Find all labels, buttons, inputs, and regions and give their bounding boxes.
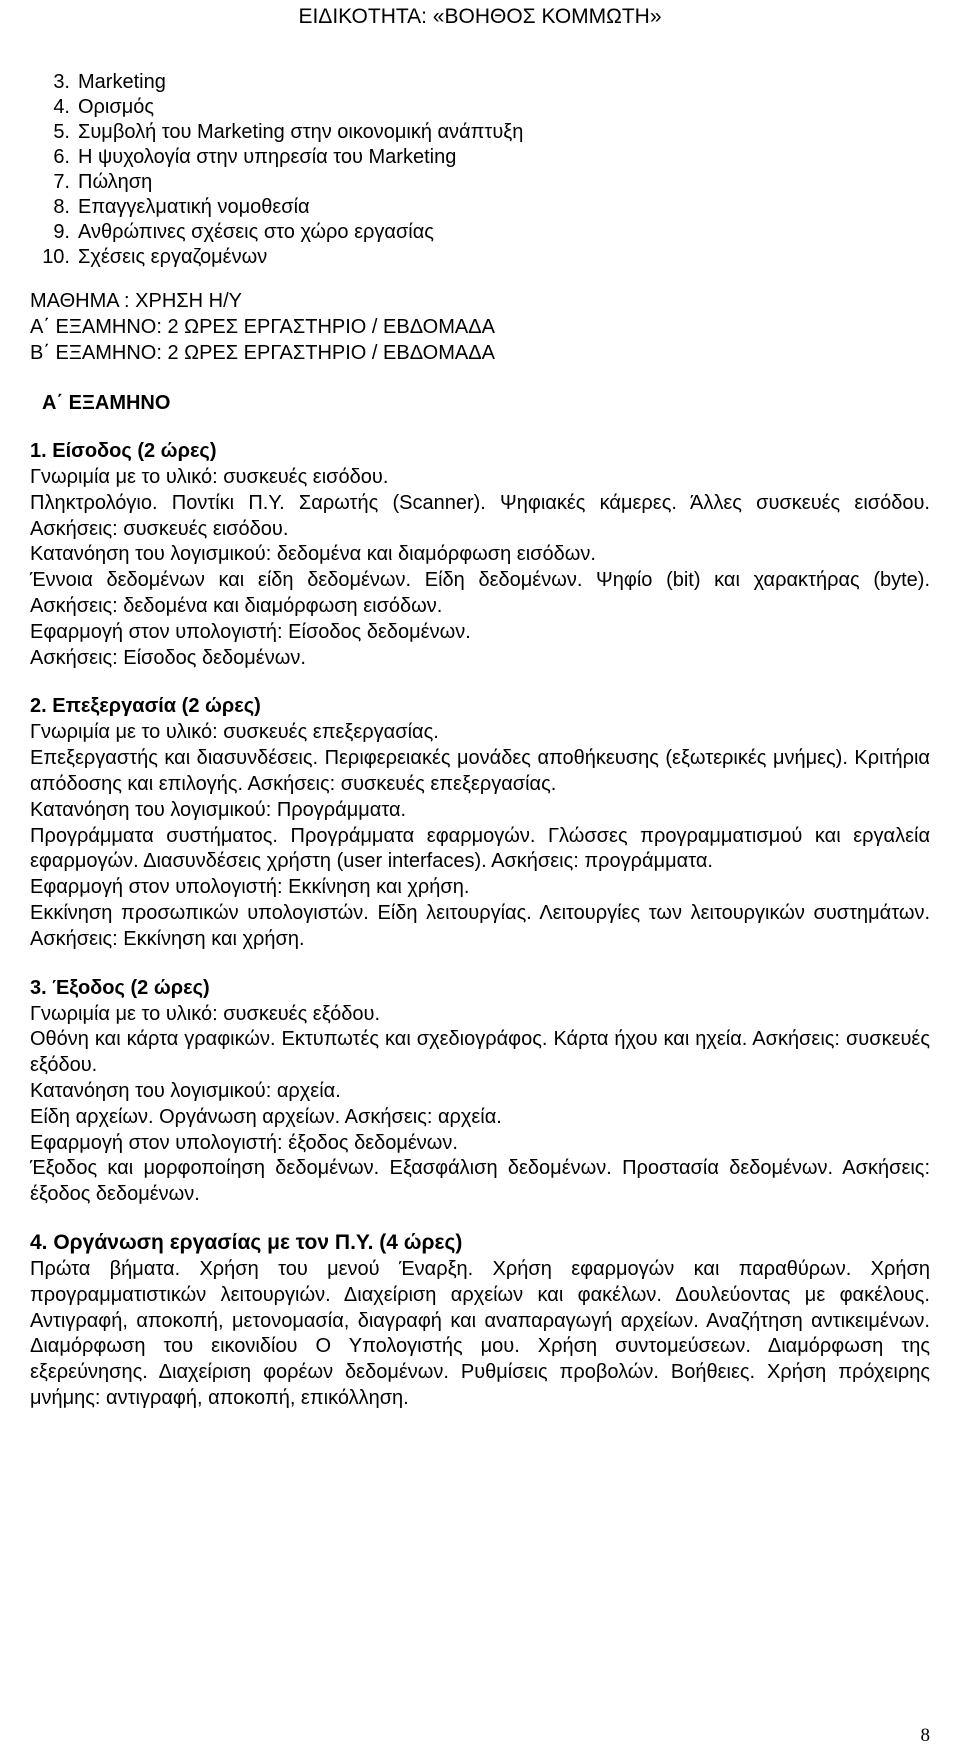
lesson-line: Εφαρμογή στον υπολογιστή: Εκκίνηση και χρήση. <box>30 876 470 899</box>
lesson-line: Γνωριμία με το υλικό: συσκευές εισόδου. <box>30 466 389 488</box>
page-number: 8 <box>920 1725 930 1746</box>
lesson-line: Έξοδος και μορφοποίηση δεδομένων. Εξασφάλιση δεδομένων. Προστασία δεδομένων. Ασκήσεις: έξοδος δεδομένων. <box>30 1157 930 1206</box>
lesson-title: 2. Επεξεργασία (2 ώρες) <box>30 695 261 718</box>
lesson-line: Γνωριμία με το υλικό: συσκευές επεξεργασίας. <box>30 721 439 744</box>
lesson-line: Έννοια δεδομένων και είδη δεδομένων. Είδη δεδομένων. Ψηφίο (bit) και χαρακτήρας (byte). Ασκήσεις: δεδομένα και διαμόρφωση εισόδων. <box>30 569 930 617</box>
lesson-line: Εφαρμογή στον υπολογιστή: έξοδος δεδομένων. <box>30 1131 458 1154</box>
list-item: 9. Ανθρώπινες σχέσεις στο χώρο εργασίας <box>53 221 434 243</box>
semester-b-hours: Β΄ ΕΞΑΜΗΝΟ: 2 ΩΡΕΣ ΕΡΓΑΣΤΗΡΙΟ / ΕΒΔΟΜΑΔΑ <box>30 342 495 364</box>
lesson-line: Εφαρμογή στον υπολογιστή: Είσοδος δεδομένων. <box>30 620 471 643</box>
lesson-title: 4. Οργάνωση εργασίας με τον Π.Υ. (4 ώρες) <box>30 1230 463 1254</box>
lesson-line: Επεξεργαστής και διασυνδέσεις. Περιφερειακές μονάδες αποθήκευσης (εξωτερικές μνήμες). Κριτήρια απόδοσης και επιλογής. Ασκήσεις: συσκευές επεξεργασίας. <box>30 747 930 795</box>
list-item: 7. Πώληση <box>53 171 153 193</box>
lesson-line: Προγράμματα συστήματος. Προγράμματα εφαρμογών. Γλώσσες προγραμματισμού και εργαλεία εφαρμογών. Διασυνδέσεις χρήστη (user interfaces). Ασκήσεις: προγράμματα. <box>30 824 930 873</box>
topic-list <box>30 70 930 270</box>
list-item: 5. Συμβολή του Marketing στην οικονομική ανάπτυξη <box>53 121 524 143</box>
list-item: 3. Marketing <box>53 71 166 93</box>
lesson-line: Οθόνη και κάρτα γραφικών. Εκτυπωτές και σχεδιογράφος. Κάρτα ήχου και ηχεία. Ασκήσεις: συσκευές εξόδου. <box>30 1028 930 1077</box>
lesson-2 <box>30 693 930 952</box>
lesson-line: Ασκήσεις: Είσοδος δεδομένων. <box>30 646 306 669</box>
list-item: 4. Ορισμός <box>53 96 155 118</box>
lesson-line: Πληκτρολόγιο. Ποντίκι Π.Υ. Σαρωτής (Scanner). Ψηφιακές κάμερες. Άλλες συσκευές εισόδου. Ασκήσεις: συσκευές εισόδου. <box>30 491 930 540</box>
lesson-line: Γνωριμία με το υλικό: συσκευές εξόδου. <box>30 1002 380 1025</box>
list-item: 10. Σχέσεις εργαζομένων <box>42 246 268 268</box>
lesson-title: 3. Έξοδος (2 ώρες) <box>30 976 210 999</box>
lesson-3 <box>30 975 930 1208</box>
lesson-line: Πρώτα βήματα. Χρήση του μενού Έναρξη. Χρήση εφαρμογών και παραθύρων. Χρήση προγραμματιστικών λειτουργιών. Διαχείριση αρχείων και φακέλων. Δουλεύοντας με φακέλους. Αντιγραφή, αποκοπή, μετονομασία, διαγραφή και αναπαραγωγή αρχείων. Αναζήτηση αντικειμένων. Διαμόρφωση του εικονιδίου Ο Υπολογιστής μου. Χρήση συντομεύσεων. Διαμόρφωση της εξερεύνησης. Διαχείριση φορέων δεδομένων. Ρυθμίσεις προβολών. Βοήθειες. Χρήση πρόχειρης μνήμης: αντιγραφή, αποκοπή, επικόλληση. <box>30 1257 930 1409</box>
list-item: 8. Επαγγελματική νομοθεσία <box>53 196 310 218</box>
document-body <box>30 70 930 1412</box>
course-title: ΜΑΘΗΜΑ : ΧΡΗΣΗ Η/Υ <box>30 290 242 312</box>
lesson-1 <box>30 438 930 671</box>
semester-heading: Α΄ ΕΞΑΜΗΝΟ <box>42 392 171 414</box>
lesson-line: Είδη αρχείων. Οργάνωση αρχείων. Ασκήσεις: αρχεία. <box>30 1105 502 1128</box>
list-item: 6. Η ψυχολογία στην υπηρεσία του Marketing <box>53 146 457 168</box>
semester-a-hours: Α΄ ΕΞΑΜΗΝΟ: 2 ΩΡΕΣ ΕΡΓΑΣΤΗΡΙΟ / ΕΒΔΟΜΑΔΑ <box>30 316 495 338</box>
lesson-line: Κατανόηση του λογισμικού: αρχεία. <box>30 1079 341 1102</box>
lesson-title: 1. Είσοδος (2 ώρες) <box>30 440 217 462</box>
page-header: ΕΙΔΙΚΟΤΗΤΑ: «ΒΟΗΘΟΣ ΚΟΜΜΩΤΗ» <box>298 5 662 28</box>
course-info <box>30 288 930 366</box>
lesson-4 <box>30 1230 930 1412</box>
lesson-line: Κατανόηση του λογισμικού: δεδομένα και διαμόρφωση εισόδων. <box>30 543 596 566</box>
lesson-line: Εκκίνηση προσωπικών υπολογιστών. Είδη λειτουργίας. Λειτουργίες των λειτουργικών συστημάτων. Ασκήσεις: Εκκίνηση και χρήση. <box>30 901 930 950</box>
lesson-line: Κατανόηση του λογισμικού: Προγράμματα. <box>30 798 407 821</box>
